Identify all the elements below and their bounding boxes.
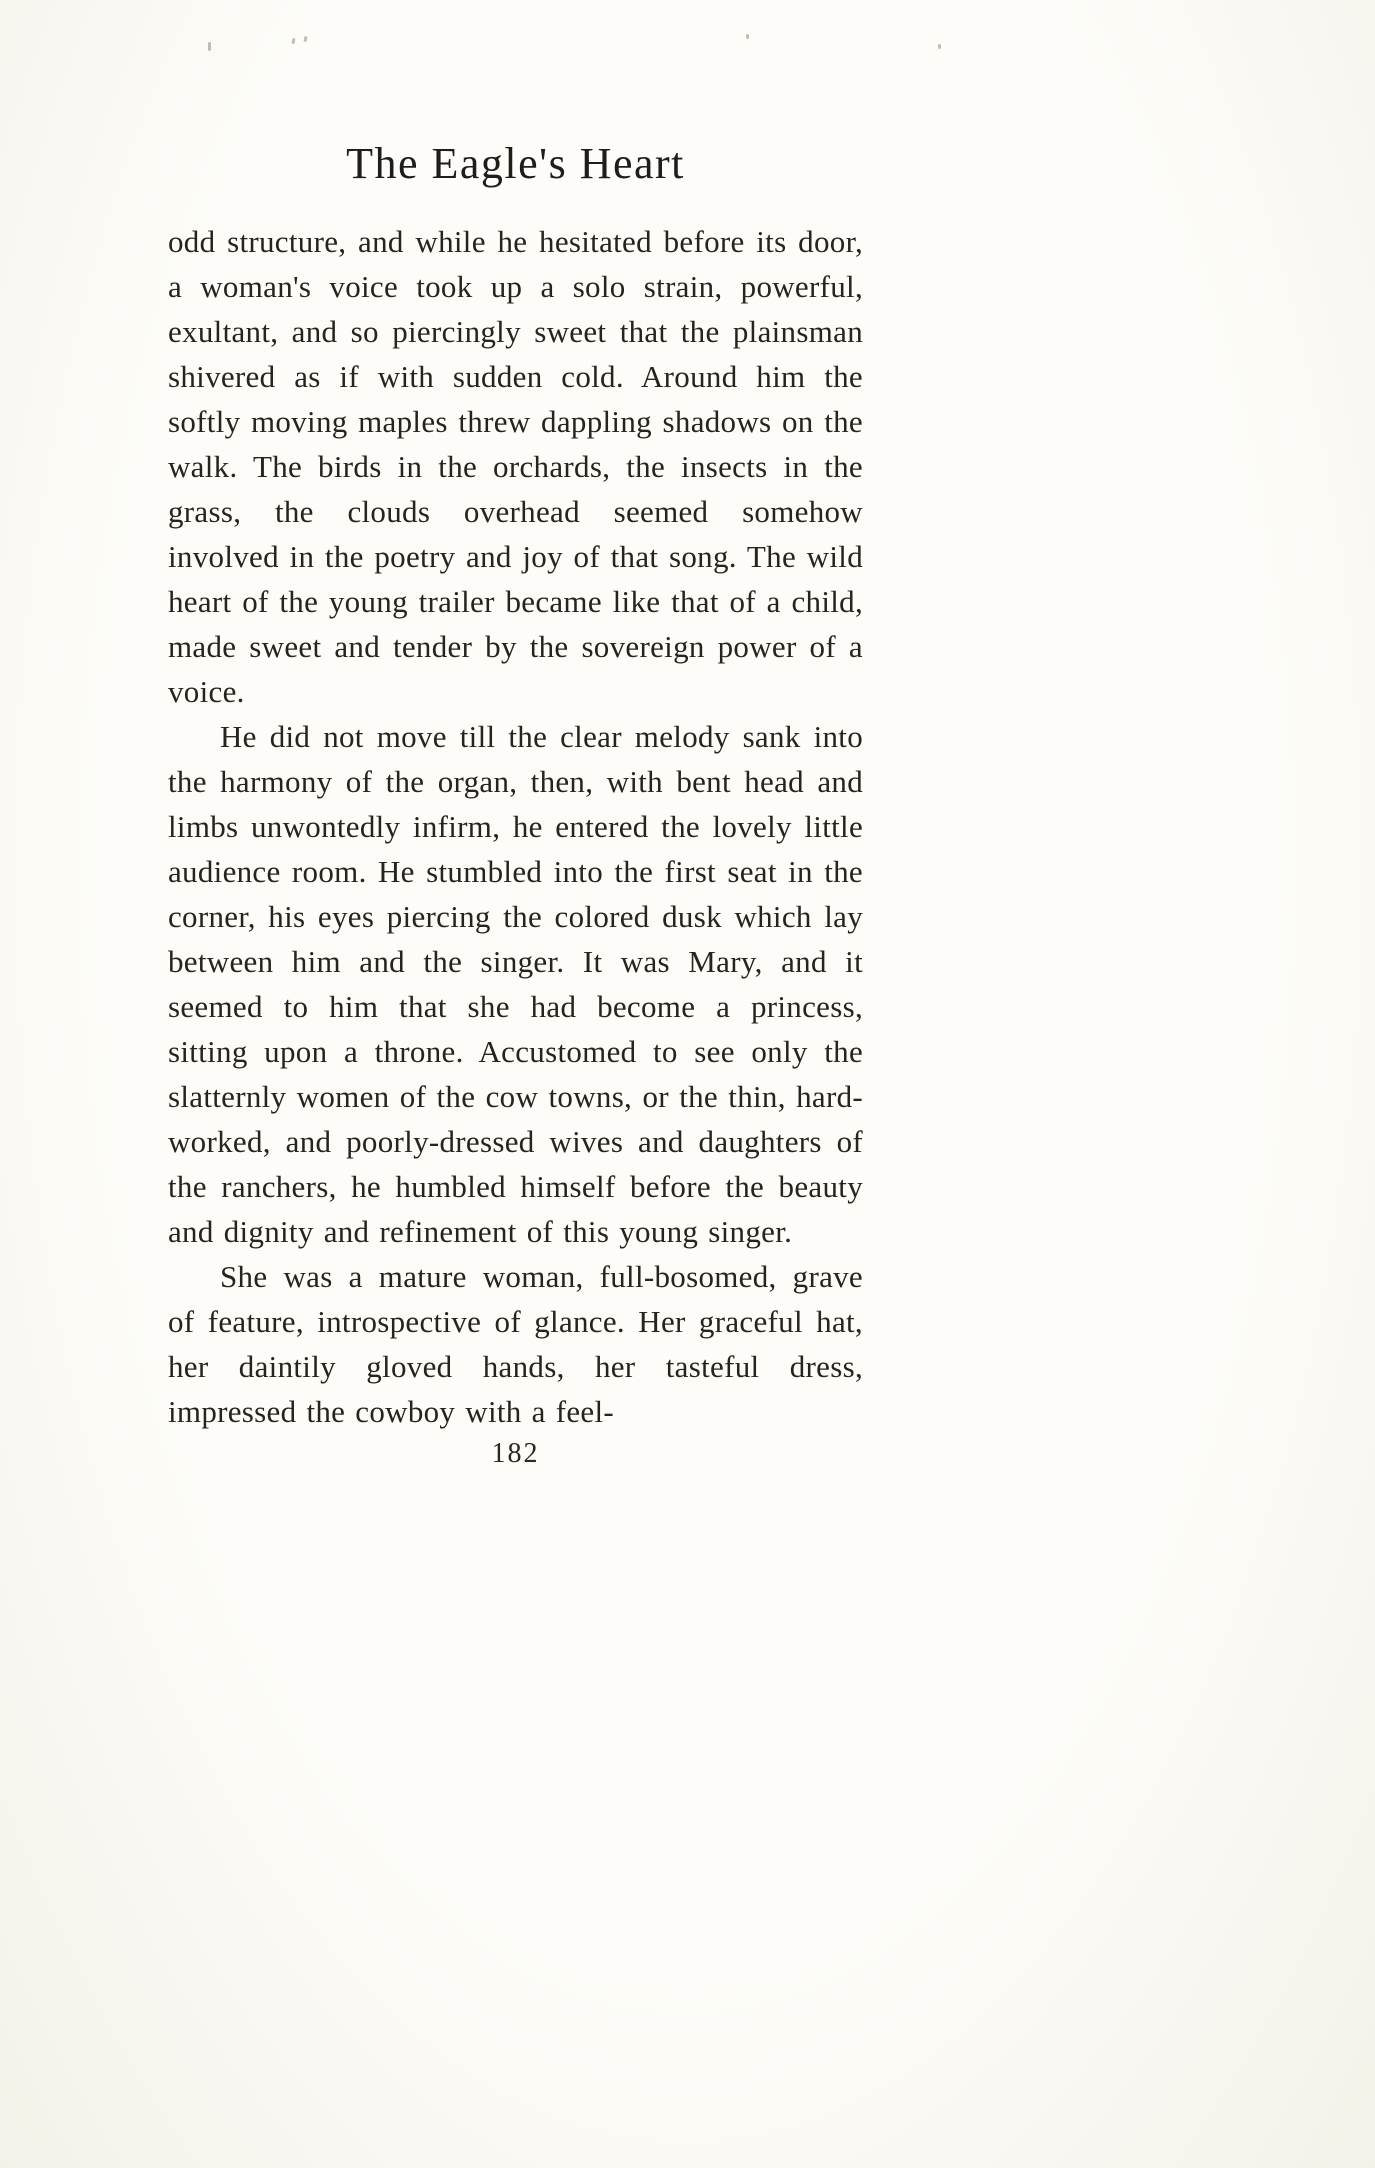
scan-speck <box>938 44 941 49</box>
paragraph: odd structure, and while he hesitated before its door, a woman's voice took up a solo strain, powerful, exultant, and so piercingly sweet that the plainsman shivered as if with sudden cold. Around him the softly moving maples threw dappling shadows on the walk. The birds in the orchards, the insects in the grass, the clouds overhead seemed somehow involved in the poetry and joy of that song. The wild heart of the young trailer became like that of a child, made sweet and tender by the sovereign power of a voice. <box>168 224 863 709</box>
body-text <box>168 219 863 1434</box>
text-block <box>168 0 863 1470</box>
running-head-title: The Eagle's Heart <box>346 139 685 188</box>
paragraph: She was a mature woman, full-bosomed, grave of feature, introspective of glance. Her graceful hat, her daintily gloved hands, her tasteful dress, impressed the cowboy with a feel- <box>168 1259 863 1429</box>
paragraph: He did not move till the clear melody sank into the harmony of the organ, then, with bent head and limbs unwontedly infirm, he entered the lovely little audience room. He stumbled into the first seat in the corner, his eyes piercing the colored dusk which lay between him and the singer. It was Mary, and it seemed to him that she had become a princess, sitting upon a throne. Accustomed to see only the slatternly women of the cow towns, or the thin, hard-worked, and poorly-dressed wives and daughters of the ranchers, he humbled himself before the beauty and dignity and refinement of this young singer. <box>168 719 863 1249</box>
page-number: 182 <box>491 1438 540 1469</box>
